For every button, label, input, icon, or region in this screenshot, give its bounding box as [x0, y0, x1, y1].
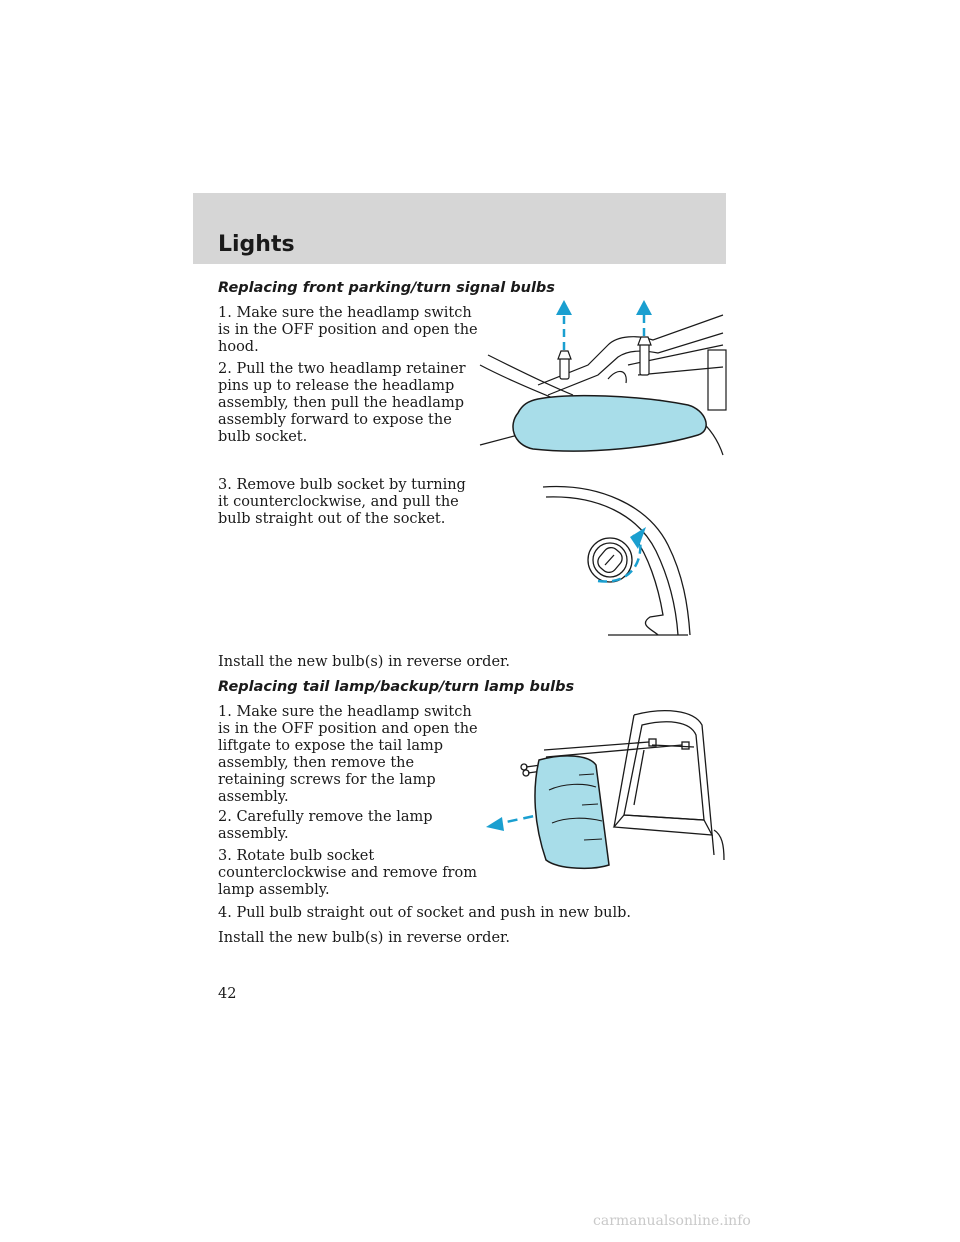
section-title: Lights — [218, 232, 295, 257]
tail-lamp-assembly-icon — [484, 705, 729, 870]
tail-step-2: 2. Carefully remove the lamp assembly. — [218, 809, 433, 842]
tail-step-3: 3. Rotate bulb socket counterclockwise and remove from lamp assembly. — [218, 848, 477, 898]
tail-install-note: Install the new bulb(s) in reverse order. — [218, 930, 510, 946]
footer-watermark: carmanualsonline.info — [593, 1213, 751, 1229]
front-step-2: 2. Pull the two headlamp retainer pins up to release the headlamp assembly, then pull the headlamp assembly forward to expose the bulb socket. — [218, 361, 466, 445]
headlamp-retainer-pins-icon — [478, 295, 728, 460]
front-step-1: 1. Make sure the headlamp switch is in the OFF position and open the hood. — [218, 305, 478, 355]
heading-tail-bulbs: Replacing tail lamp/backup/turn lamp bulbs — [218, 679, 575, 695]
tail-step-4: 4. Pull bulb straight out of socket and push in new bulb. — [218, 905, 631, 921]
front-install-note: Install the new bulb(s) in reverse order. — [218, 654, 510, 670]
bulb-socket-rotation-icon — [538, 475, 703, 640]
front-step-3: 3. Remove bulb socket by turning it counterclockwise, and pull the bulb straight out of the socket. — [218, 477, 466, 527]
tail-step-1: 1. Make sure the headlamp switch is in the OFF position and open the liftgate to expose the tail lamp assembly, then remove the retaining screws for the lamp assembly. — [218, 704, 478, 805]
heading-front-bulbs: Replacing front parking/turn signal bulbs — [218, 280, 555, 296]
page-number: 42 — [218, 986, 237, 1002]
